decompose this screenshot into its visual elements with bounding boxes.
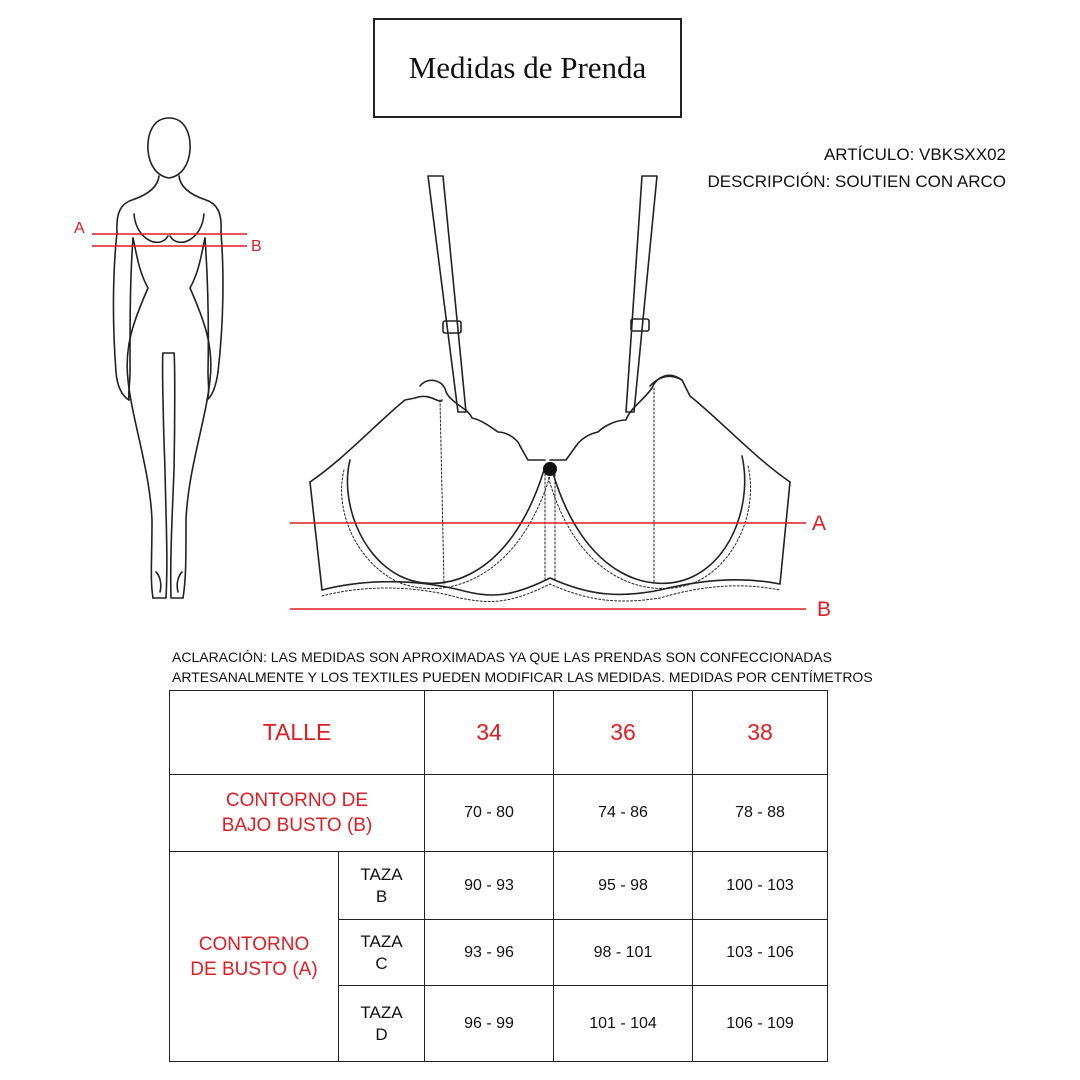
bra-marker-a: A xyxy=(812,512,827,535)
taza-label-letter: C xyxy=(375,953,388,973)
bajo-busto-label-line-1: CONTORNO DE xyxy=(225,790,369,811)
article-description: DESCRIPCIÓN: SOUTIEN CON ARCO xyxy=(707,172,1006,191)
bajo-busto-label xyxy=(170,775,425,852)
body-marker-a: A xyxy=(74,220,85,237)
busto-label xyxy=(170,852,339,1062)
busto-label-line-1: CONTORNO xyxy=(198,933,310,955)
body-figure-illustration xyxy=(113,118,223,598)
taza-label-letter: B xyxy=(375,886,388,906)
taza-label xyxy=(339,986,425,1062)
talle-header: TALLE xyxy=(170,691,425,775)
disclaimer-line-2: ARTESANALMENTE Y LOS TEXTILES PUEDEN MODIFICAR LAS MEDIDAS. MEDIDAS POR CENTÍMETROS xyxy=(172,669,873,685)
table-cell: 96 - 99 xyxy=(425,986,554,1062)
taza-label-word: TAZA xyxy=(360,931,403,951)
bra-bow-decoration xyxy=(543,462,557,476)
bra-marker-b: B xyxy=(817,598,832,621)
table-cell: 106 - 109 xyxy=(693,986,828,1062)
bra-illustration xyxy=(310,176,790,601)
size-38-header: 38 xyxy=(693,691,828,775)
table-cell: 74 - 86 xyxy=(554,775,693,852)
disclaimer-note xyxy=(172,647,892,687)
bajo-busto-label-line-2: BAJO BUSTO (B) xyxy=(221,815,373,836)
table-cell: 101 - 104 xyxy=(554,986,693,1062)
table-cell: 98 - 101 xyxy=(554,920,693,986)
disclaimer-line-1: ACLARACIÓN: LAS MEDIDAS SON APROXIMADAS YA QUE LAS PRENDAS SON CONFECCIONADAS xyxy=(172,649,832,665)
busto-label-line-2: DE BUSTO (A) xyxy=(190,958,318,980)
size-table xyxy=(169,690,828,1062)
page-title: Medidas de Prenda xyxy=(408,50,647,85)
table-row xyxy=(170,852,828,920)
taza-label-letter: D xyxy=(375,1024,388,1044)
table-cell: 70 - 80 xyxy=(425,775,554,852)
table-cell: 95 - 98 xyxy=(554,852,693,920)
table-header-row xyxy=(170,691,828,775)
taza-label-word: TAZA xyxy=(360,1002,403,1022)
table-cell: 103 - 106 xyxy=(693,920,828,986)
body-marker-b: B xyxy=(251,238,262,255)
size-34-header: 34 xyxy=(425,691,554,775)
size-36-header: 36 xyxy=(554,691,693,775)
table-cell: 78 - 88 xyxy=(693,775,828,852)
table-cell: 93 - 96 xyxy=(425,920,554,986)
table-cell: 90 - 93 xyxy=(425,852,554,920)
taza-label xyxy=(339,852,425,920)
table-row xyxy=(170,775,828,852)
table-cell: 100 - 103 xyxy=(693,852,828,920)
taza-label-word: TAZA xyxy=(360,864,403,884)
article-code: ARTÍCULO: VBKSXX02 xyxy=(823,145,1006,164)
taza-label xyxy=(339,920,425,986)
